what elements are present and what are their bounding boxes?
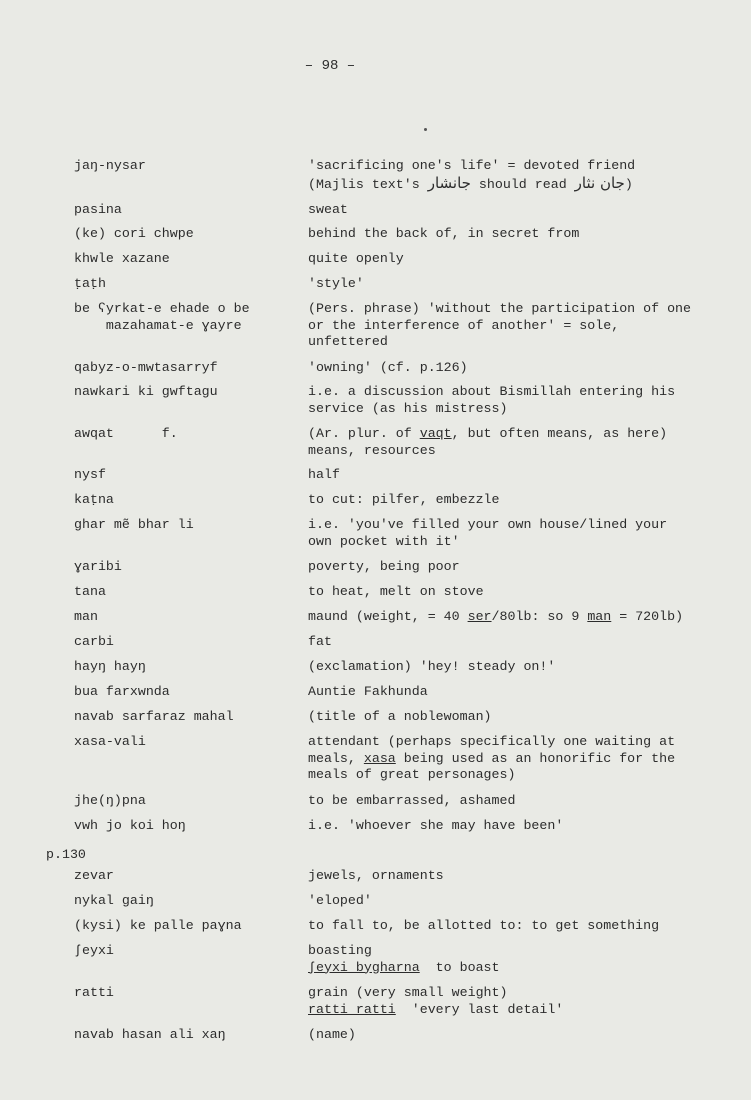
gloss-line: sweat [308, 202, 348, 217]
entry-term: jhe(ŋ)pna [74, 793, 146, 808]
page-number: – 98 – [304, 58, 356, 74]
entry-gloss [308, 360, 728, 377]
entry-gloss [308, 609, 728, 626]
entry-term: qabyz-o-mwtasarryf [74, 360, 218, 375]
entry-gloss [308, 818, 728, 835]
entry-gloss [308, 467, 728, 484]
gloss-line: i.e. 'you've filled your own house/lined your [308, 517, 668, 532]
entry-term: bua farxwnda [74, 684, 170, 699]
entry-gloss [308, 276, 728, 293]
entry-gloss [308, 158, 728, 193]
entry-term: hayŋ hayŋ [74, 659, 146, 674]
entry-term: vwh jo koi hoŋ [74, 818, 186, 833]
gloss-line: (Pers. phrase) 'without the participation of one [308, 301, 692, 316]
ink-dot [424, 128, 427, 131]
gloss-line: meals, xasa being used as an honorific for the [308, 750, 676, 766]
gloss-line: (name) [308, 1027, 356, 1042]
entry-term: (kysi) ke palle paɣna [74, 918, 242, 933]
entry-gloss [308, 226, 728, 243]
entry-gloss [308, 868, 728, 885]
entry-gloss [308, 918, 728, 935]
gloss-line: (exclamation) 'hey! steady on!' [308, 659, 556, 674]
gloss-line: 'owning' (cf. p.126) [308, 360, 468, 375]
entry-term: xasa-vali [74, 734, 146, 749]
entry-gloss [308, 634, 728, 651]
gloss-line: behind the back of, in secret from [308, 226, 580, 241]
gloss-line: ʃeyxi bygharna to boast [308, 959, 500, 975]
gloss-line: service (as his mistress) [308, 400, 508, 416]
entry-gloss [308, 709, 728, 726]
entry-term: zevar [74, 868, 114, 883]
gloss-line: to heat, melt on stove [308, 584, 484, 599]
gloss-line: half [308, 467, 340, 482]
gloss-line: unfettered [308, 334, 388, 349]
entry-term: carbi [74, 634, 114, 649]
entry-term: pasina [74, 202, 122, 217]
entry-gloss [308, 684, 728, 701]
gloss-line: quite openly [308, 251, 404, 266]
gloss-line: ratti ratti 'every last detail' [308, 1001, 564, 1017]
entry-term: kaṭna [74, 492, 114, 507]
entry-term: navab sarfaraz mahal [74, 709, 234, 724]
gloss-line: (title of a noblewoman) [308, 709, 492, 724]
entry-term: ʃeyxi [74, 943, 114, 958]
gloss-line: 'sacrificing one's life' = devoted friend [308, 158, 636, 173]
entry-gloss [308, 517, 728, 550]
entry-term: nysf [74, 467, 106, 482]
gloss-line: meals of great personages) [308, 767, 516, 782]
entry-term: tana [74, 584, 106, 599]
gloss-line: own pocket with it' [308, 533, 460, 549]
entry-gloss [308, 584, 728, 601]
gloss-line: i.e. a discussion about Bismillah entering his [308, 384, 676, 399]
gloss-line: attendant (perhaps specifically one waiting at [308, 734, 676, 749]
entry-gloss [308, 734, 728, 784]
urdu-text: جانشار [427, 173, 471, 192]
entry-term: nykal gaiŋ [74, 893, 154, 908]
entry-term: ṭaṭh [74, 276, 106, 291]
entry-term: be ʕyrkat-e ehade o be mazahamat-e ɣayre [74, 301, 250, 333]
entry-gloss [308, 492, 728, 509]
entry-gloss [308, 426, 728, 459]
gloss-line: to fall to, be allotted to: to get something [308, 918, 660, 933]
gloss-line: 'eloped' [308, 893, 372, 908]
gloss-line: Auntie Fakhunda [308, 684, 428, 699]
gloss-line: fat [308, 634, 332, 649]
entry-term: man [74, 609, 98, 624]
entry-gloss [308, 301, 728, 351]
urdu-text: جان نثار [574, 173, 625, 192]
gloss-line: or the interference of another' = sole, [308, 317, 620, 333]
entry-gloss [308, 202, 728, 219]
gloss-line: boasting [308, 943, 372, 958]
gloss-line: 'style' [308, 276, 364, 291]
entry-gloss [308, 559, 728, 576]
entry-gloss [308, 985, 728, 1018]
gloss-line: grain (very small weight) [308, 985, 508, 1000]
gloss-line: means, resources [308, 442, 436, 458]
gloss-line: to cut: pilfer, embezzle [308, 492, 500, 507]
entry-gloss [308, 659, 728, 676]
entry-term: ratti [74, 985, 114, 1000]
entry-term: awqat f. [74, 426, 178, 441]
entry-gloss [308, 893, 728, 910]
gloss-line: poverty, being poor [308, 559, 460, 574]
entry-gloss [308, 943, 728, 976]
gloss-line: maund (weight, = 40 ser/80lb: so 9 man = 720lb) [308, 609, 684, 624]
gloss-line: (Ar. plur. of vaqt, but often means, as here) [308, 426, 668, 441]
entry-term: (ke) cori chwpe [74, 226, 194, 241]
entry-term: ghar mẽ bhar li [74, 517, 194, 532]
entry-term: navab hasan ali xaŋ [74, 1027, 226, 1042]
gloss-line: (Majlis text's جانشار should read جان نثار) [308, 173, 633, 192]
section-label: p.130 [46, 847, 86, 862]
entry-term: khwle xazane [74, 251, 170, 266]
gloss-line: i.e. 'whoever she may have been' [308, 818, 564, 833]
entry-gloss [308, 1027, 728, 1044]
gloss-line: jewels, ornaments [308, 868, 444, 883]
gloss-line: to be embarrassed, ashamed [308, 793, 516, 808]
entry-gloss [308, 384, 728, 417]
entry-term: jaŋ-nysar [74, 158, 146, 173]
entry-term: nawkari ki gwftagu [74, 384, 218, 399]
entry-term: ɣaribi [74, 559, 122, 574]
entry-gloss [308, 251, 728, 268]
entry-gloss [308, 793, 728, 810]
